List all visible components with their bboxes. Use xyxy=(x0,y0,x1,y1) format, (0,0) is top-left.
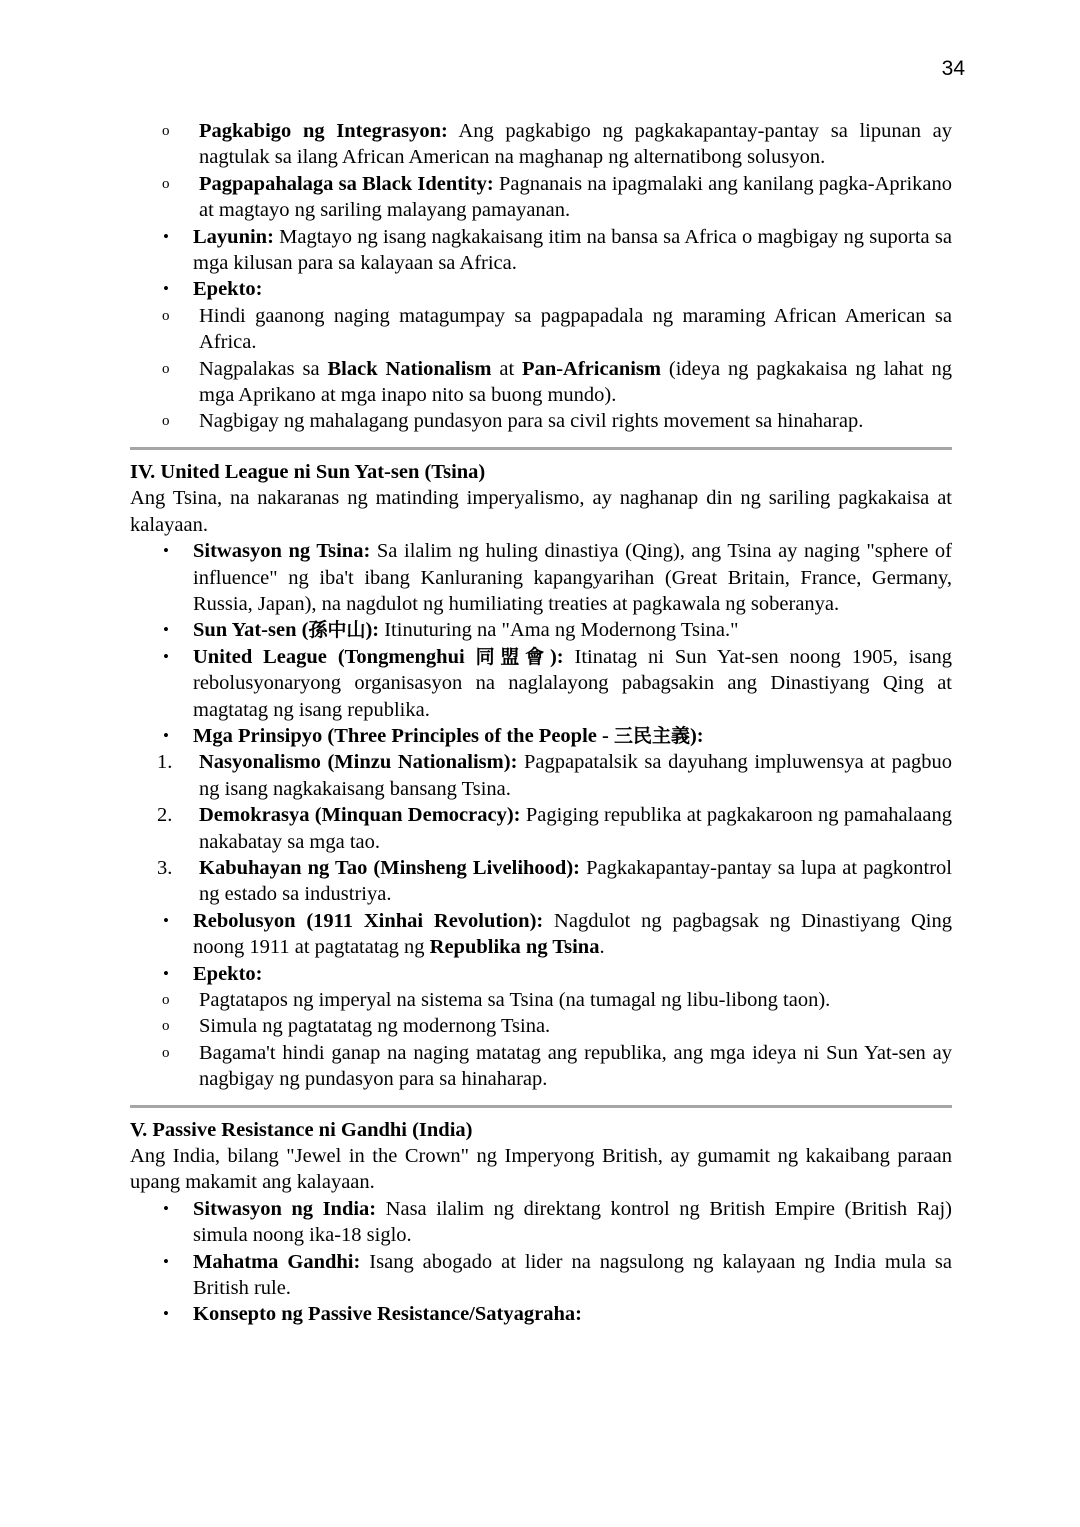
cjk-name-three-principles: 三民主義 xyxy=(613,724,690,747)
list-item-text: Nagdulot ng pagbagsak ng Dinastiyang Qing noong 1911 at pagtatatag ng xyxy=(193,909,952,959)
circle-bullet-icon: o xyxy=(162,992,170,1008)
list-item-text: Hindi gaanong naging matagumpay sa pagpapadala ng maraming African American sa Africa. xyxy=(199,304,952,354)
disc-bullet-icon: • xyxy=(163,226,169,246)
disc-bullet-icon: • xyxy=(163,910,169,930)
list-item-emphasis: Black Nationalism xyxy=(327,357,492,380)
list-item-emphasis: Pan-Africanism xyxy=(522,357,661,380)
list-item-mahatma-gandhi xyxy=(130,1249,952,1302)
list-item-text: Nagbigay ng mahalagang pundasyon para sa civil rights movement sa hinaharap. xyxy=(199,410,864,433)
disc-bullet-icon: • xyxy=(163,646,169,666)
list-item-text: Pagtatapos ng imperyal na sistema sa Tsina (na tumagal ng libu-libong taon). xyxy=(199,989,831,1011)
circle-bullet-icon: o xyxy=(162,1044,170,1061)
term-suffix: ): xyxy=(689,724,704,747)
three-principles-list xyxy=(130,749,952,907)
list-item xyxy=(130,749,952,802)
list-marker: 2. xyxy=(157,804,173,827)
list-item-text: Itinatag ni Sun Yat-sen noong 1905, isang rebolusyonaryong organisasyon na naglalayong pabagsakin ang Dinastiyang Qing at magtatag ng isang republika. xyxy=(193,645,952,721)
disc-bullet-icon: • xyxy=(163,1251,169,1271)
list-item-text: Pagpapatalsik sa dayuhang impluwensya at pagbuo ng isang nagkakaisang bansang Tsina. xyxy=(199,751,952,800)
term-suffix: ): xyxy=(549,645,564,668)
list-item xyxy=(130,987,952,1013)
section-divider xyxy=(130,1105,952,1108)
list-item-text: Pagiging republika at pagkakaroon ng pamahalaang nakabatay sa mga tao. xyxy=(199,804,952,853)
list-item xyxy=(130,1040,952,1093)
section-v-list xyxy=(130,1196,952,1328)
list-item-emphasis: Republika ng Tsina xyxy=(429,936,600,959)
section-divider xyxy=(130,447,952,450)
list-item xyxy=(130,802,952,855)
list-item-term xyxy=(193,725,704,747)
disc-bullet-icon: • xyxy=(163,1198,169,1218)
list-item-term: Kabuhayan ng Tao (Minsheng Livelihood): xyxy=(199,856,580,879)
list-item xyxy=(130,855,952,908)
section-heading-iv: IV. United League ni Sun Yat-sen (Tsina) xyxy=(130,460,486,483)
list-item-text: Nasa ilalim ng direktang kontrol ng British Empire (British Raj) simula noong ika-18 siglo. xyxy=(193,1197,953,1247)
list-item-term: Rebolusyon (1911 Xinhai Revolution): xyxy=(193,909,544,932)
list-item-text: (ideya ng pagkakaisa ng lahat ng mga Aprikano at mga inapo nito sa buong mundo). xyxy=(199,357,952,407)
list-item-text: at xyxy=(491,357,523,380)
top-sub-list xyxy=(130,118,952,224)
list-item-text: Pagnanais na ipagmalaki ang kanilang pagka-Aprikano at magtayo ng sariling malayang pamayanan. xyxy=(199,172,952,222)
list-item-term: Konsepto ng Passive Resistance/Satyagraha: xyxy=(193,1303,582,1326)
list-item-layunin xyxy=(130,224,952,277)
cjk-name-sun-yat-sen: 孫中山 xyxy=(308,619,366,642)
list-item-term xyxy=(193,646,564,668)
section-iv-list xyxy=(130,538,952,749)
list-item xyxy=(130,1013,952,1039)
list-item-text: Itinuturing na "Ama ng Modernong Tsina." xyxy=(379,619,739,642)
list-item-term: Nasyonalismo (Minzu Nationalism): xyxy=(199,751,518,774)
section-intro-iv: Ang Tsina, na nakaranas ng matinding imperyalismo, ay naghanap din ng sariling pagkakaisa at kalayaan. xyxy=(130,487,952,536)
list-item-term xyxy=(193,619,379,641)
list-item-text: Simula ng pagtatatag ng modernong Tsina. xyxy=(199,1015,551,1038)
list-item-konsepto-satyagraha xyxy=(130,1301,952,1327)
page-content xyxy=(130,118,952,1328)
term-prefix: Sun Yat-sen ( xyxy=(193,619,309,642)
list-item-sitwasyon-tsina xyxy=(130,538,952,617)
top-epekto-list xyxy=(130,303,952,435)
disc-bullet-icon: • xyxy=(163,279,169,299)
section-heading-v: V. Passive Resistance ni Gandhi (India) xyxy=(130,1118,473,1141)
cjk-name-tongmenghui: 同盟會 xyxy=(475,645,550,668)
list-item xyxy=(130,356,952,409)
list-marker: 3. xyxy=(157,856,173,879)
list-item xyxy=(130,408,952,434)
list-item-text: Sa ilalim ng huling dinastiya (Qing), ang Tsina ay naging "sphere of influence" ng iba't ibang Kanluraning kapangyarihan (Great Britain, France, Germany, Russia, Japan), na nagdulot ng humiliating treaties at pagkawala ng soberanya. xyxy=(193,540,952,615)
list-item-term: Pagkabigo ng Integrasyon: xyxy=(199,120,448,142)
list-marker: 1. xyxy=(157,751,173,774)
list-item-term: Pagpapahalaga sa Black Identity: xyxy=(199,172,494,195)
circle-bullet-icon: o xyxy=(162,175,170,192)
list-item-term: Layunin: xyxy=(193,225,274,248)
list-item-text: Bagama't hindi ganap na naging matatag ang republika, ang mga ideya ni Sun Yat-sen ay nagbigay ng pundasyon para sa hinaharap. xyxy=(199,1041,952,1091)
section-iv-list-cont xyxy=(130,908,952,987)
disc-bullet-icon: • xyxy=(163,963,169,983)
list-item-mga-prinsipyo xyxy=(130,723,952,749)
circle-bullet-icon: o xyxy=(162,123,170,139)
list-item-term: Sitwasyon ng Tsina: xyxy=(193,540,371,563)
disc-bullet-icon: • xyxy=(163,1304,169,1324)
list-item-text: Pagkakapantay-pantay sa lupa at pagkontrol ng estado sa industriya. xyxy=(199,856,953,906)
circle-bullet-icon: o xyxy=(162,360,170,377)
list-item-united-league xyxy=(130,644,952,723)
list-item-term: Demokrasya (Minquan Democracy): xyxy=(199,804,521,827)
disc-bullet-icon: • xyxy=(163,541,169,561)
list-item-term: Epekto: xyxy=(193,962,263,985)
list-item-epekto xyxy=(130,276,952,302)
list-item-term: Mahatma Gandhi: xyxy=(193,1250,361,1273)
top-main-list xyxy=(130,224,952,303)
section-iv-epekto-list xyxy=(130,987,952,1093)
disc-bullet-icon: • xyxy=(163,725,169,745)
list-item xyxy=(130,303,952,356)
list-item-text: . xyxy=(599,936,605,959)
disc-bullet-icon: • xyxy=(163,620,169,640)
term-prefix: Mga Prinsipyo (Three Principles of the People - xyxy=(193,724,614,747)
term-prefix: United League (Tongmenghui xyxy=(193,645,476,668)
list-item-sun-yat-sen xyxy=(130,617,952,643)
list-item-sitwasyon-india xyxy=(130,1196,952,1249)
list-item xyxy=(130,171,952,224)
list-item-text: Isang abogado at lider na nagsulong ng kalayaan ng India mula sa British rule. xyxy=(193,1250,952,1300)
list-item-text: Ang pagkabigo ng pagkakapantay-pantay sa lipunan ay nagtulak sa ilang African American na maghanap ng alternatibong solusyon. xyxy=(199,120,952,169)
circle-bullet-icon: o xyxy=(162,307,170,324)
list-item-text: Nagpalakas sa xyxy=(199,357,328,380)
circle-bullet-icon: o xyxy=(162,413,170,430)
circle-bullet-icon: o xyxy=(162,1018,170,1035)
list-item-term: Sitwasyon ng India: xyxy=(193,1197,377,1220)
page-number: 34 xyxy=(941,57,965,80)
list-item-epekto xyxy=(130,961,952,987)
list-item-rebolusyon xyxy=(130,908,952,961)
section-intro-v: Ang India, bilang "Jewel in the Crown" ng Imperyong British, ay gumamit ng kakaibang paraan upang makamit ang kalayaan. xyxy=(130,1145,952,1194)
list-item-text: Magtayo ng isang nagkakaisang itim na bansa sa Africa o magbigay ng suporta sa mga kilusan para sa kalayaan sa Africa. xyxy=(193,225,952,275)
list-item xyxy=(130,118,952,171)
list-item-term: Epekto: xyxy=(193,278,263,301)
term-suffix: ): xyxy=(365,619,380,642)
